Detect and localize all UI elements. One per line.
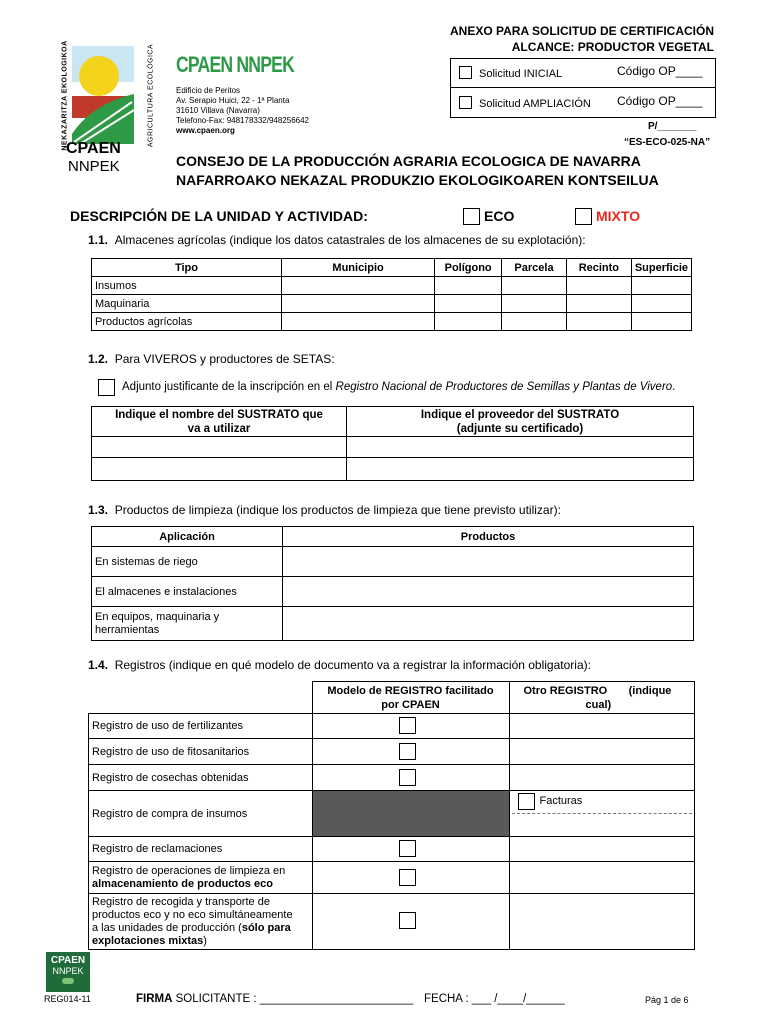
reclamaciones-checkbox[interactable] <box>399 840 416 857</box>
description-label: DESCRIPCIÓN DE LA UNIDAD Y ACTIVIDAD: <box>70 208 368 224</box>
col-tipo: Tipo <box>92 259 282 277</box>
scope-title: ALCANCE: PRODUCTOR VEGETAL <box>511 40 714 54</box>
cosechas-checkbox[interactable] <box>399 769 416 786</box>
eco-label: ECO <box>484 208 515 224</box>
footer-logo <box>46 952 90 992</box>
eco-checkbox[interactable] <box>463 208 480 225</box>
logo-vertical-text-right: AGRICULTURA ECOLÓGICA <box>147 43 155 148</box>
table-row: En sistemas de riego <box>92 547 694 577</box>
address-line-1: Edificio de Peritos <box>176 86 241 95</box>
mixto-checkbox[interactable] <box>575 208 592 225</box>
col-parcela: Parcela <box>502 259 567 277</box>
page-number: Pág 1 de 6 <box>645 995 689 1005</box>
es-eco-code: “ES-ECO-025-NA” <box>624 137 711 148</box>
recogida-checkbox[interactable] <box>399 912 416 929</box>
table-row: Maquinaria <box>92 295 692 313</box>
table-row: Insumos <box>92 277 692 295</box>
col-superficie: Superficie <box>631 259 691 277</box>
request-box <box>450 58 716 118</box>
col-municipio: Municipio <box>281 259 434 277</box>
almacenes-table <box>91 258 692 331</box>
address-line-4: Telefono-Fax: 948178332/948256642 <box>176 116 309 125</box>
section-1-2-heading: 1.2. Para VIVEROS y productores de SETAS: <box>88 352 335 366</box>
council-title-eu: NAFARROAKO NEKAZAL PRODUKZIO EKOLOGIKOAREN KONTSEILUA <box>176 172 659 188</box>
p-code[interactable]: P/_______ <box>648 121 697 132</box>
adjunto-checkbox[interactable] <box>98 379 115 396</box>
form-code: REG014-11 <box>44 994 91 1004</box>
facturas-label: Facturas <box>539 795 583 807</box>
col-aplicacion: Aplicación <box>92 527 283 547</box>
footer-logo-name-1: CPAEN <box>50 955 86 966</box>
section-1-3-heading: 1.3. Productos de limpieza (indique los productos de limpieza que tiene previsto utilizar): <box>88 503 561 517</box>
annex-title: ANEXO PARA SOLICITUD DE CERTIFICACIÓN <box>449 24 714 38</box>
solicitud-inicial-label: Solicitud INICIAL <box>479 68 563 80</box>
col-productos: Productos <box>283 527 694 547</box>
council-title-es: CONSEJO DE LA PRODUCCIÓN AGRARIA ECOLOGICA DE NAVARRA <box>176 153 641 169</box>
website-link[interactable]: www.cpaen.org <box>176 126 235 135</box>
address-line-3: 31610 Villava (Navarra) <box>176 106 260 115</box>
sustrato-table <box>91 406 694 481</box>
col-sustrato-nombre: Indique el nombre del SUSTRATO que va a utilizar <box>92 407 347 437</box>
table-row: Registro de recogida y transporte de productos eco y no eco simultáneamente a las unidades de producción (sólo para explotaciones mixtas) <box>89 894 695 950</box>
address-block <box>176 86 309 136</box>
table-row: Registro de cosechas obtenidas <box>89 765 695 791</box>
col-otro-registro: Otro REGISTRO (indique cual) <box>509 682 695 714</box>
col-sustrato-proveedor: Indique el proveedor del SUSTRATO (adjunte su certificado) <box>347 407 694 437</box>
table-row: Registro de uso de fertilizantes <box>89 714 695 739</box>
shaded-cell <box>312 791 509 837</box>
col-poligono: Polígono <box>435 259 502 277</box>
table-row: Registro de uso de fitosanitarios <box>89 739 695 765</box>
table-row <box>92 437 694 458</box>
logo-name-1: CPAEN <box>66 140 121 157</box>
logo-vertical-text-left: NEKAZARITZA EKOLOGIKOA <box>61 40 69 151</box>
logo-name-2: NNPEK <box>68 158 120 175</box>
table-row: Registro de operaciones de limpieza en almacenamiento de productos eco <box>89 862 695 894</box>
cpaen-logo <box>52 34 160 184</box>
table-row: En equipos, maquinaria y herramientas <box>92 607 694 641</box>
fitosanitarios-checkbox[interactable] <box>399 743 416 760</box>
solicitud-ampliacion-label: Solicitud AMPLIACIÓN <box>479 98 591 110</box>
footer-logo-leaf-icon <box>62 978 74 984</box>
table-row <box>92 458 694 481</box>
limpieza-table <box>91 526 694 641</box>
col-recinto: Recinto <box>566 259 631 277</box>
mixto-label: MIXTO <box>596 208 641 224</box>
table-row: Registro de reclamaciones <box>89 837 695 862</box>
table-row: El almacenes e instalaciones <box>92 577 694 607</box>
footer-logo-name-2: NNPEK <box>52 966 84 976</box>
fertilizantes-checkbox[interactable] <box>399 717 416 734</box>
section-1-4-heading: 1.4. Registros (indique en qué modelo de documento va a registrar la información obligatoria): <box>88 658 591 672</box>
registros-table <box>88 681 695 950</box>
facturas-dotted-line <box>512 813 693 814</box>
codigo-op-1[interactable]: Código OP____ <box>617 64 703 78</box>
limpieza-checkbox[interactable] <box>399 869 416 886</box>
codigo-op-2[interactable]: Código OP____ <box>617 94 703 108</box>
solicitud-inicial-checkbox[interactable] <box>459 66 472 79</box>
signature-line[interactable]: FIRMA SOLICITANTE : ________________________ <box>136 993 414 1005</box>
facturas-checkbox[interactable] <box>518 793 535 810</box>
table-row: Productos agrícolas <box>92 313 692 331</box>
col-modelo-cpaen: Modelo de REGISTRO facilitado por CPAEN <box>312 682 509 714</box>
date-line[interactable]: FECHA : ___ /____/______ <box>424 993 565 1005</box>
adjunto-text: Adjunto justificante de la inscripción en el Registro Nacional de Productores de Semillas y Plantas de Vivero. <box>122 381 676 393</box>
address-line-2: Av. Serapio Huici, 22 - 1ª Planta <box>176 96 290 105</box>
brand-wordmark: CPAEN NNPEK <box>176 52 295 77</box>
solicitud-ampliacion-checkbox[interactable] <box>459 96 472 109</box>
section-1-1-heading: 1.1. Almacenes agrícolas (indique los datos catastrales de los almacenes de su explotación): <box>88 233 586 247</box>
table-row: Registro de compra de insumos Facturas <box>89 791 695 837</box>
